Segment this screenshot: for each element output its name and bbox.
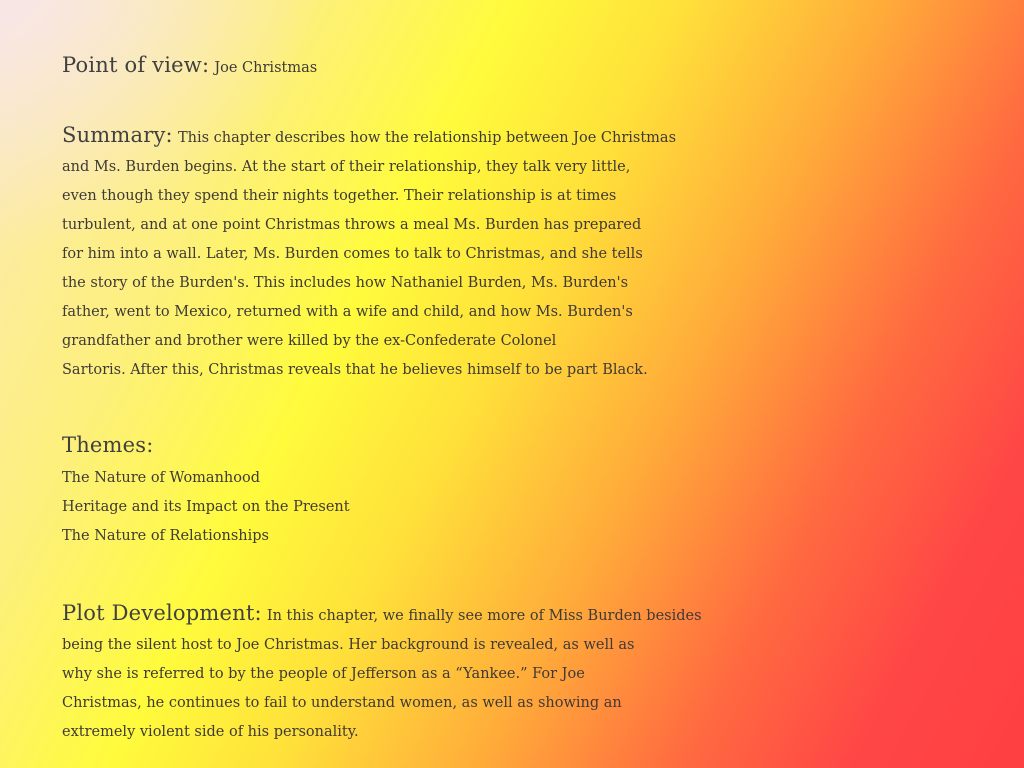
themes-heading: Themes: [62, 433, 154, 457]
plot-development-text-line: In this chapter, we finally see more of Miss Burden besides [266, 608, 702, 624]
summary-text-line: turbulent, and at one point Christmas throws a meal Ms. Burden has prepared [62, 217, 642, 233]
plot-development-section [62, 598, 702, 747]
plot-development-text-line: being the silent host to Joe Christmas. Her background is revealed, as well as [62, 637, 635, 653]
plot-development-text-line: Christmas, he continues to fail to understand women, as well as showing an [62, 695, 622, 711]
summary-text-line: the story of the Burden's. This includes how Nathaniel Burden, Ms. Burden's [62, 275, 629, 291]
plot-development-text-line: why she is referred to by the people of Jefferson as a “Yankee.” For Joe [62, 666, 585, 682]
summary-text-line: Sartoris. After this, Christmas reveals that he believes himself to be part Black. [62, 362, 648, 378]
theme-item: The Nature of Womanhood [62, 470, 260, 486]
themes-heading-line [62, 430, 350, 462]
summary-text-line: father, went to Mexico, returned with a wife and child, and how Ms. Burden's [62, 304, 633, 320]
point-of-view-heading: Point of view: [62, 53, 210, 77]
theme-item: The Nature of Relationships [62, 528, 269, 544]
summary-text-line: This chapter describes how the relationship between Joe Christmas [177, 130, 677, 146]
plot-development-first-line [62, 598, 702, 631]
summary-first-line [62, 120, 676, 153]
plot-development-text-line: extremely violent side of his personality. [62, 724, 359, 740]
point-of-view-text: Joe Christmas [214, 60, 318, 76]
summary-heading: Summary: [62, 123, 173, 147]
summary-text-line: and Ms. Burden begins. At the start of their relationship, they talk very little, [62, 159, 631, 175]
summary-text-line: even though they spend their nights together. Their relationship is at times [62, 188, 617, 204]
point-of-view-section [62, 50, 317, 83]
theme-item: Heritage and its Impact on the Present [62, 499, 350, 515]
plot-development-heading: Plot Development: [62, 601, 262, 625]
summary-section [62, 120, 676, 385]
summary-text-line: grandfather and brother were killed by the ex-Confederate Colonel [62, 333, 557, 349]
themes-section [62, 430, 350, 551]
summary-text-line: for him into a wall. Later, Ms. Burden comes to talk to Christmas, and she tells [62, 246, 643, 262]
